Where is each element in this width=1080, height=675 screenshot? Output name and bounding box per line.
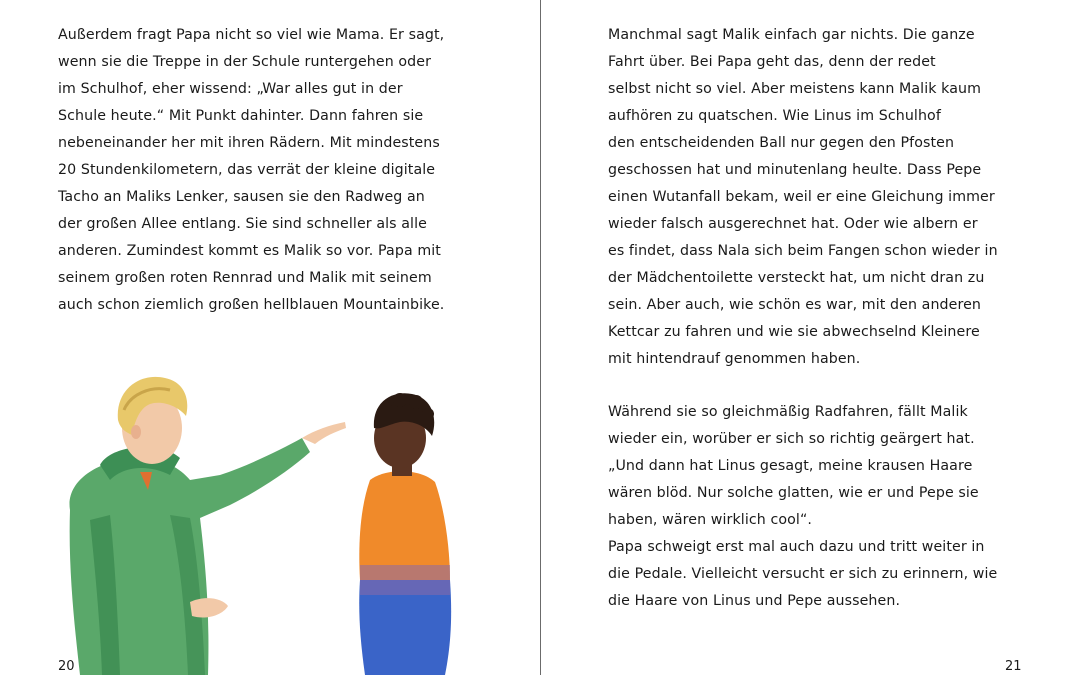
text-line: Schule heute.“ Mit Punkt dahinter. Dann fahren sie [58, 108, 424, 124]
text-line: der Mädchentoilette versteckt hat, um nicht dran zu [608, 270, 985, 286]
text-line: Während sie so gleichmäßig Radfahren, fällt Malik [608, 404, 968, 420]
illustration-two-boys [40, 340, 480, 675]
text-line: im Schulhof, eher wissend: „War alles gut in der [58, 81, 403, 97]
text-line: einen Wutanfall bekam, weil er eine Gleichung immer [608, 189, 995, 205]
text-line: wieder ein, worüber er sich so richtig geärgert hat. [608, 431, 975, 447]
text-line: 20 Stundenkilometern, das verrät der kleine digitale [58, 162, 436, 178]
text-line: mit hintendrauf genommen haben. [608, 351, 861, 367]
text-line: Manchmal sagt Malik einfach gar nichts. Die ganze [608, 27, 975, 43]
text-line: nebeneinander her mit ihren Rädern. Mit mindestens [58, 135, 440, 151]
text-line: geschossen hat und minutenlang heulte. Dass Pepe [608, 162, 982, 178]
text-line: Papa schweigt erst mal auch dazu und tritt weiter in [608, 539, 985, 555]
text-line: Kettcar zu fahren und wie sie abwechselnd Kleinere [608, 324, 980, 340]
text-line: wären blöd. Nur solche glatten, wie er und Pepe sie [608, 485, 979, 501]
text-line: sein. Aber auch, wie schön es war, mit den anderen [608, 297, 982, 313]
blonde-boy-figure [70, 377, 346, 675]
text-line: „Und dann hat Linus gesagt, meine krausen Haare [608, 458, 973, 474]
text-line: die Haare von Linus und Pepe aussehen. [608, 593, 901, 609]
left-page-text [58, 22, 478, 319]
text-line: anderen. Zumindest kommt es Malik so vor. Papa mit [58, 243, 441, 259]
text-line: es findet, dass Nala sich beim Fangen schon wieder in [608, 243, 998, 259]
text-line: Tacho an Maliks Lenker, sausen sie den Radweg an [58, 189, 425, 205]
text-line: auch schon ziemlich großen hellblauen Mountainbike. [58, 297, 445, 313]
page-number: 21 [1005, 659, 1022, 674]
text-line: Außerdem fragt Papa nicht so viel wie Mama. Er sagt, [58, 27, 445, 43]
paragraph-gap [608, 373, 1048, 399]
text-line: die Pedale. Vielleicht versucht er sich zu erinnern, wie [608, 566, 998, 582]
text-line: wenn sie die Treppe in der Schule runtergehen oder [58, 54, 432, 70]
text-line: Fahrt über. Bei Papa geht das, denn der redet [608, 54, 936, 70]
text-line: selbst nicht so viel. Aber meistens kann Malik kaum [608, 81, 982, 97]
text-line: wieder falsch ausgerechnet hat. Oder wie albern er [608, 216, 978, 232]
text-line: den entscheidenden Ball nur gegen den Pfosten [608, 135, 955, 151]
text-line: seinem großen roten Rennrad und Malik mit seinem [58, 270, 432, 286]
text-line: haben, wären wirklich cool“. [608, 512, 813, 528]
page-number: 20 [58, 659, 75, 674]
dark-haired-boy-figure [359, 393, 451, 675]
text-line: aufhören zu quatschen. Wie Linus im Schulhof [608, 108, 941, 124]
right-page [541, 0, 1080, 675]
text-line: der großen Allee entlang. Sie sind schneller als alle [58, 216, 427, 232]
right-page-text [608, 22, 1048, 615]
